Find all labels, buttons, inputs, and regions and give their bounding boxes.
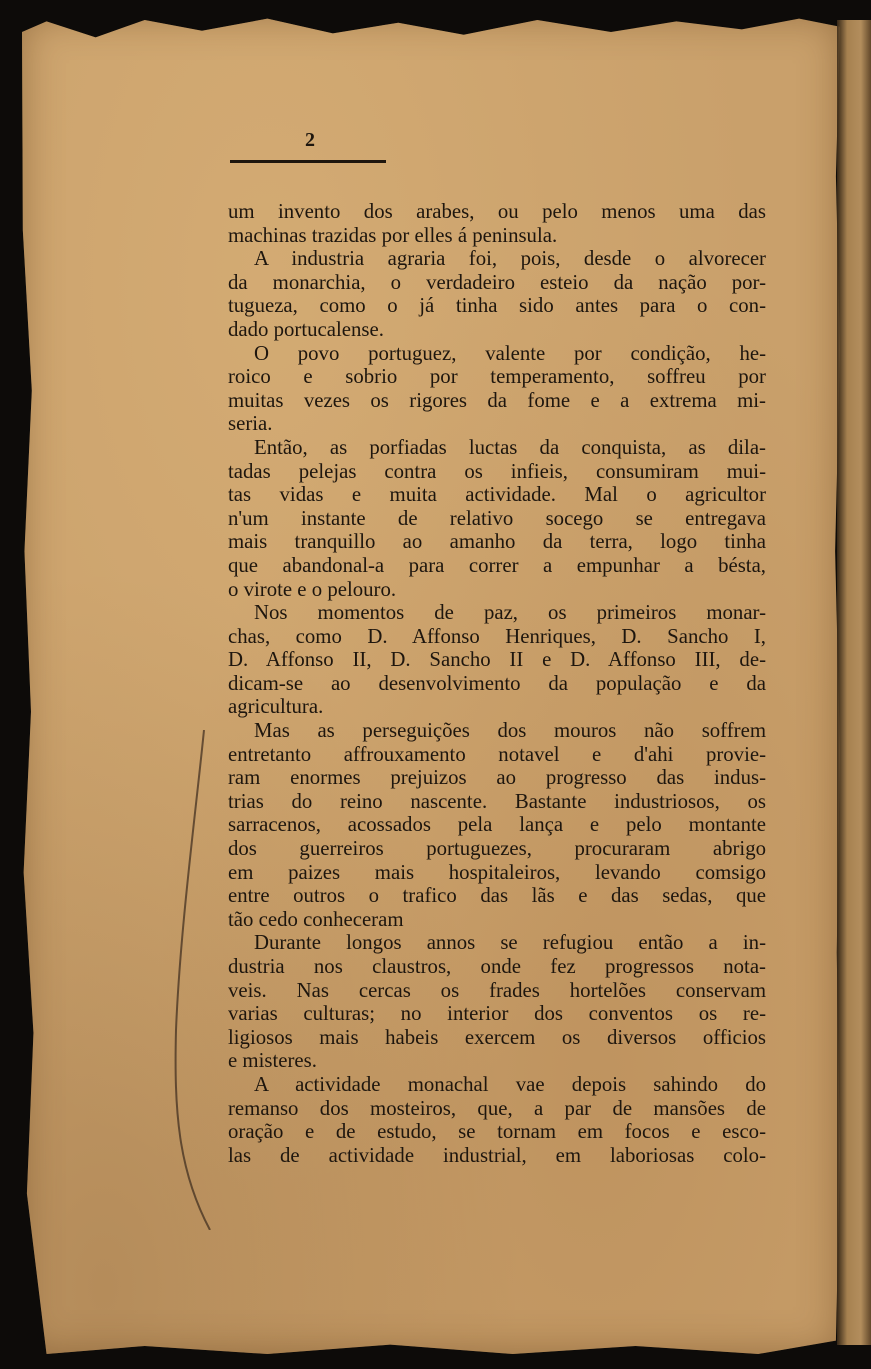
text-line: O povo portuguez, valente por condição, he-	[254, 341, 766, 365]
text-line: varias culturas; no interior dos conventos os re-	[228, 1002, 766, 1026]
text-line: dustria nos claustros, onde fez progressos nota-	[228, 955, 766, 978]
text-line: um invento dos arabes, ou pelo menos uma das	[228, 200, 766, 223]
text-line: mais tranquillo ao amanho da terra, logo tinha	[228, 530, 766, 554]
pencil-margin-mark	[170, 730, 230, 1230]
text-line: e misteres.	[228, 1049, 317, 1073]
text-line: seria.	[228, 412, 273, 436]
text-line: entre outros o trafico das lãs e das sedas, que	[228, 884, 766, 908]
text-line: A industria agraria foi, pois, desde o alvorecer	[254, 247, 766, 271]
text-line: tadas pelejas contra os infieis, consumiram mui-	[228, 459, 766, 483]
text-line: entretanto affrouxamento notavel e d'ahi provie-	[228, 742, 766, 766]
text-line: dado portucalense.	[228, 317, 384, 341]
text-line: muitas vezes os rigores da fome e a extrema mi-	[228, 388, 766, 412]
text-line: Mas as perseguições dos mouros não soffrem	[254, 719, 766, 743]
text-line: que abandonal-a para correr a empunhar a bésta,	[228, 553, 766, 577]
text-line: A actividade monachal vae depois sahindo do	[254, 1072, 766, 1096]
text-line: trias do reino nascente. Bastante industriosos, os	[228, 789, 766, 813]
next-page-edge	[837, 20, 871, 1345]
text-line: dicam-se ao desenvolvimento da população e da	[228, 671, 766, 695]
text-line: sarracenos, acossados pela lança e pelo montante	[228, 813, 766, 837]
text-line: las de actividade industrial, em laboriosas colo-	[228, 1143, 766, 1167]
text-line: D. Affonso II, D. Sancho II e D. Affonso III, de-	[228, 648, 766, 672]
page-number: 2	[305, 129, 315, 151]
text-line: agricultura.	[228, 695, 324, 719]
text-line: Durante longos annos se refugiou então a in-	[254, 931, 766, 955]
text-line: da monarchia, o verdadeiro esteio da nação por-	[228, 270, 766, 294]
text-line: o virote e o pelouro.	[228, 577, 397, 601]
text-line: Então, as porfiadas luctas da conquista, as dila-	[254, 435, 766, 459]
text-line: tas vidas e muita actividade. Mal o agricultor	[228, 483, 766, 507]
text-line: oração e de estudo, se tornam em focos e esco-	[228, 1120, 766, 1144]
text-line: n'um instante de relativo socego se entregava	[228, 506, 766, 530]
text-line: em paizes mais hospitaleiros, levando comsigo	[228, 860, 766, 884]
text-line: dos guerreiros portuguezes, procuraram abrigo	[228, 837, 766, 861]
text-line: machinas trazidas por elles á peninsula.	[228, 223, 558, 247]
header-rule	[230, 160, 386, 163]
text-line: remanso dos mosteiros, que, a par de mansões de	[228, 1096, 766, 1120]
text-line: tão cedo conheceram	[228, 907, 404, 931]
text-line: veis. Nas cercas os frades hortelões conservam	[228, 978, 766, 1002]
text-line: roico e sobrio por temperamento, soffreu por	[228, 365, 766, 389]
page-header	[230, 128, 390, 163]
text-line: Nos momentos de paz, os primeiros monar-	[254, 601, 766, 625]
text-line: ligiosos mais habeis exercem os diversos officios	[228, 1025, 766, 1049]
text-line: ram enormes prejuizos ao progresso das indus-	[228, 766, 766, 790]
text-line: tugueza, como o já tinha sido antes para o con-	[228, 294, 766, 318]
text-line: chas, como D. Affonso Henriques, D. Sancho I,	[228, 624, 766, 648]
body-text	[228, 200, 766, 1167]
